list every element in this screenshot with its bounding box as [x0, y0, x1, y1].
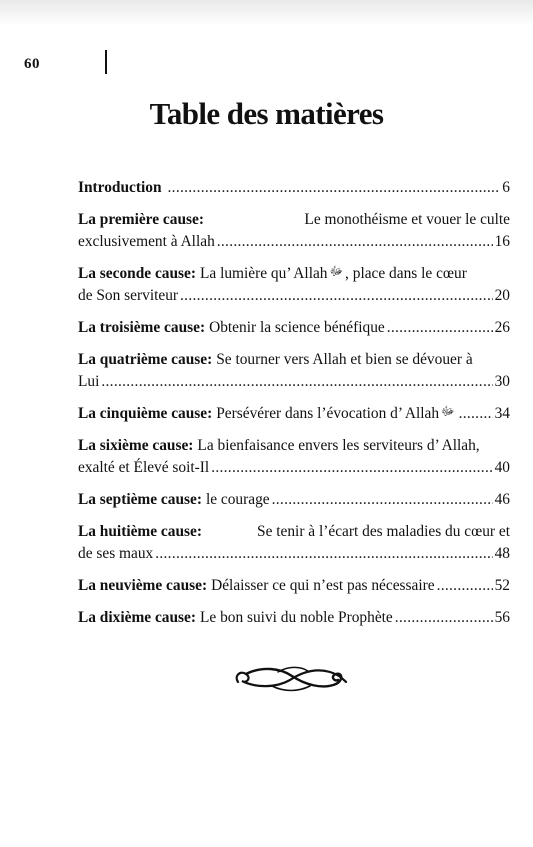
toc-entry-cause-6[interactable] — [78, 435, 510, 479]
toc-entry-lead: La neuvième cause: — [78, 577, 208, 594]
toc-page-number: 56 — [494, 609, 510, 626]
dot-leader — [211, 457, 492, 479]
toc-entry-text: La lumière qu’ Allah — [200, 265, 328, 282]
toc-entry-text: le courage — [205, 491, 270, 508]
toc-page-number: 48 — [494, 545, 510, 562]
toc-entry-text-continued: de Son serviteur — [78, 287, 179, 304]
toc-entry-text: La bienfaisance envers les serviteurs d’ Allah, — [197, 437, 480, 454]
toc-entry-text-continued: de ses maux — [78, 545, 154, 562]
toc-entry-lead: La troisième cause: — [78, 319, 206, 336]
toc-entry-cause-2[interactable] — [78, 263, 510, 307]
toc-entry-cause-4[interactable] — [78, 349, 510, 393]
toc-entry-cause-10[interactable] — [78, 607, 510, 629]
toc-entry-text: Le bon suivi du noble Prophète — [199, 609, 393, 626]
toc-entry-lead: La huitième cause: — [78, 523, 202, 540]
dot-leader — [101, 371, 492, 393]
toc-entry-text: Se tenir à l’écart des maladies du cœur et — [257, 523, 510, 540]
toc-entry-lead: La sixième cause: — [78, 437, 194, 454]
dot-leader — [180, 285, 493, 307]
page-title: Table des matières — [149, 96, 384, 131]
toc-entry-lead: La seconde cause: — [78, 265, 196, 282]
toc-entry-text: Délaisser ce qui n’est pas nécessaire — [211, 577, 435, 594]
toc-entry-text: , place dans le cœur — [345, 265, 467, 282]
toc-entry-text: Persévérer dans l’évocation d’ Allah — [216, 405, 440, 422]
toc-entry-lead: La cinquième cause: — [78, 405, 213, 422]
dot-leader — [395, 607, 493, 629]
toc-entry-cause-8[interactable] — [78, 521, 510, 565]
toc-entry-cause-9[interactable] — [78, 575, 510, 597]
page-number: 60 — [24, 56, 40, 72]
header-divider — [105, 50, 107, 74]
dot-leader — [459, 403, 493, 425]
toc-entry-cause-3[interactable] — [78, 317, 510, 339]
flourish-ornament-icon — [232, 662, 350, 696]
dot-leader — [387, 317, 493, 339]
toc-entry-text-continued: Lui — [78, 373, 100, 390]
top-shadow — [0, 0, 533, 26]
toc-page-number: 52 — [494, 577, 510, 594]
toc-entry-label: Introduction — [78, 179, 162, 196]
toc-page-number: 46 — [494, 491, 510, 508]
toc-entry-lead: La quatrième cause: — [78, 351, 213, 368]
dot-leader — [155, 543, 492, 565]
dot-leader — [217, 231, 493, 253]
toc-entry-cause-5[interactable] — [78, 403, 510, 425]
toc-entry-text-continued: exclusivement à Allah — [78, 233, 215, 250]
toc-page-number: 6 — [502, 179, 510, 196]
toc-entry-introduction[interactable] — [78, 177, 510, 199]
toc-page-number: 26 — [494, 319, 510, 336]
toc-entry-text: Obtenir la science bénéfique — [209, 319, 385, 336]
toc-entry-text: Le monothéisme et vouer le culte — [304, 211, 510, 228]
dot-leader — [437, 575, 493, 597]
toc-page-number: 20 — [494, 287, 510, 304]
toc-entry-cause-7[interactable] — [78, 489, 510, 511]
toc-entry-lead: La dixième cause: — [78, 609, 196, 626]
toc-page-number: 34 — [494, 405, 510, 422]
toc-page-number: 16 — [494, 233, 510, 250]
honorific-glyph-icon: ﷻ — [329, 264, 344, 278]
toc-entry-text: Se tourner vers Allah et bien se dévouer à — [216, 351, 473, 368]
toc-entry-text-continued: exalté et Élevé soit-Il — [78, 459, 210, 476]
toc-page-number: 40 — [494, 459, 510, 476]
table-of-contents — [78, 177, 510, 639]
dot-leader — [168, 177, 501, 199]
toc-entry-lead: La première cause: — [78, 211, 204, 228]
dot-leader — [272, 489, 493, 511]
honorific-glyph-icon: ﷻ — [441, 404, 455, 418]
toc-entry-cause-1[interactable] — [78, 209, 510, 253]
toc-page-number: 30 — [494, 373, 510, 390]
toc-entry-lead: La septième cause: — [78, 491, 202, 508]
